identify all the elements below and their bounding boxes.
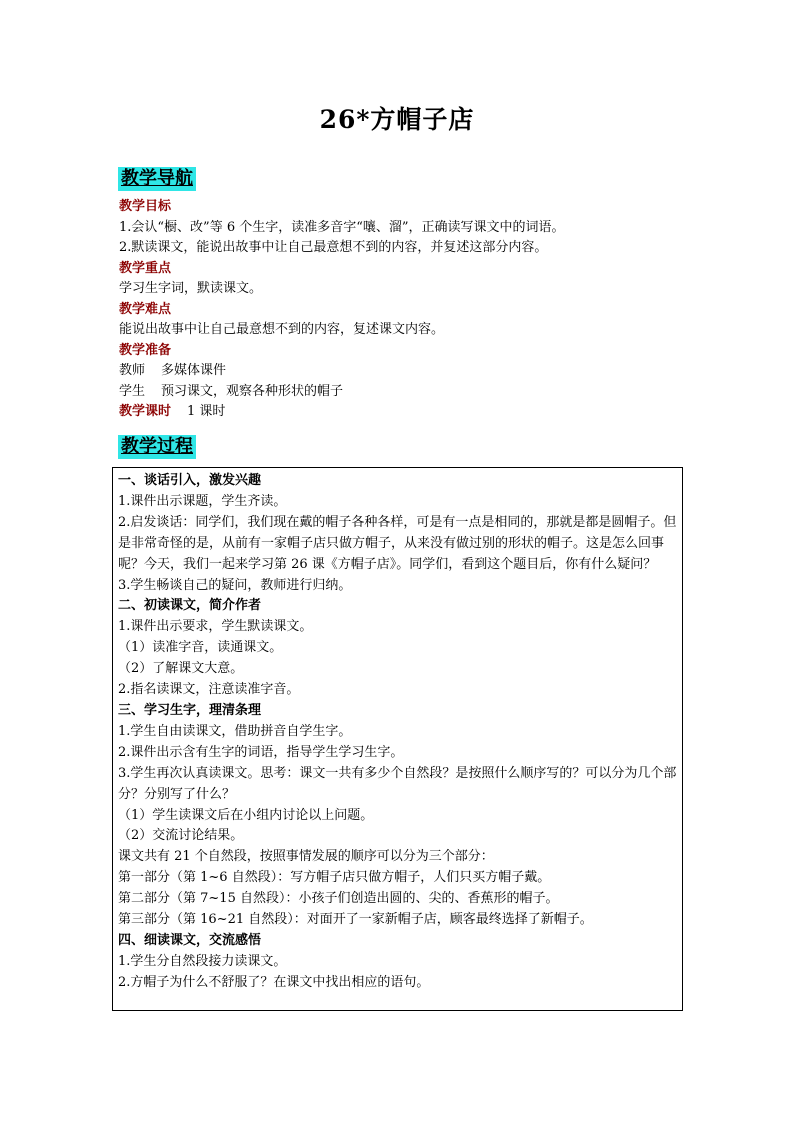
class-hours-text: 1 课时: [187, 404, 226, 419]
preparation-role: 学生: [119, 383, 146, 399]
process-heading: 一、谈话引入，激发兴趣: [118, 473, 262, 488]
process-heading: 四、细读课文，交流感悟: [118, 932, 262, 948]
process-paragraph: 1.学生自由读课文，借助拼音自学生字。: [118, 723, 352, 739]
process-heading: 二、初读课文，简介作者: [118, 598, 262, 614]
key-point-text: 学习生字词，默读课文。: [119, 281, 263, 296]
section-heading-process: 教学过程: [118, 435, 196, 459]
preparation-text: 多媒体课件: [161, 363, 227, 378]
process-paragraph: （1）学生读课文后在小组内讨论以上问题。: [118, 807, 374, 823]
process-paragraph: 1.课件出示要求，学生默读课文。: [118, 619, 313, 635]
process-paragraph: （1）读准字音，读通课文。: [118, 640, 283, 656]
teaching-process-box: [112, 467, 683, 1011]
section-heading-navigation: 教学导航: [118, 167, 196, 191]
preparation-label: 教学准备: [119, 342, 172, 358]
goal-item: 1.会认“橱、改”等 6 个生字，读准多音字“嚷、溜”，正确读写课文中的词语。: [119, 219, 565, 235]
preparation-teacher: [119, 361, 719, 382]
difficult-point-label: 教学难点: [119, 301, 172, 317]
difficult-point-text: 能说出故事中让自己最意想不到的内容，复述课文内容。: [119, 322, 445, 337]
process-paragraph: 2.方帽子为什么不舒服了？在课文中找出相应的语句。: [118, 974, 430, 990]
process-paragraph: 课文共有 21 个自然段，按照事情发展的顺序可以分为三个部分：: [118, 849, 494, 865]
key-point-label: 教学重点: [119, 260, 172, 276]
process-paragraph: 第一部分（第 1~6 自然段）：写方帽子店只做方帽子，人们只买方帽子戴。: [118, 870, 551, 886]
class-hours-label: 教学课时: [119, 404, 172, 419]
page-title: 26*方帽子店: [319, 105, 475, 134]
teaching-navigation: [119, 197, 719, 423]
process-paragraph: 第三部分（第 16~21 自然段）：对面开了一家新帽子店，顾客最终选择了新帽子。: [118, 912, 593, 928]
process-paragraph: 3.学生畅谈自己的疑问，教师进行归纳。: [118, 577, 352, 593]
class-hours: [119, 402, 719, 423]
goal-label: 教学目标: [119, 199, 172, 214]
preparation-role: 教师: [119, 363, 146, 378]
preparation-text: 预习课文，观察各种形状的帽子: [161, 383, 344, 399]
process-paragraph: 1.课件出示课题，学生齐读。: [118, 493, 287, 509]
process-paragraph: （2）了解课文大意。: [118, 661, 244, 677]
preparation-student: [119, 382, 719, 403]
process-paragraph: 2.启发谈话：同学们，我们现在戴的帽子各种各样，可是有一点是相同的，那就是都是圆帽子。但是非常奇怪的是，从前有一家帽子店只做方帽子，从来没有做过别的形状的帽子。这是怎么回事呢？今天，我们一起来学习第 26 课《方帽子店》。同学们，看到这个题目后，你有什么疑问？: [118, 514, 677, 572]
process-heading: 三、学习生字，理清条理: [118, 702, 262, 718]
process-paragraph: 第二部分（第 7~15 自然段）：小孩子们创造出圆的、尖的、香蕉形的帽子。: [118, 891, 559, 907]
goal-item: 2.默读课文，能说出故事中让自己最意想不到的内容，并复述这部分内容。: [119, 240, 548, 255]
process-paragraph: 3.学生再次认真读课文。思考：课文一共有多少个自然段？是按照什么顺序写的？可以分为几个部分？分别写了什么？: [118, 765, 677, 802]
process-paragraph: 2.课件出示含有生字的词语，指导学生学习生字。: [118, 744, 404, 760]
process-paragraph: 1.学生分自然段接力读课文。: [118, 953, 287, 969]
process-paragraph: 2.指名读课文，注意读准字音。: [118, 682, 300, 698]
process-paragraph: （2）交流讨论结果。: [118, 828, 244, 844]
